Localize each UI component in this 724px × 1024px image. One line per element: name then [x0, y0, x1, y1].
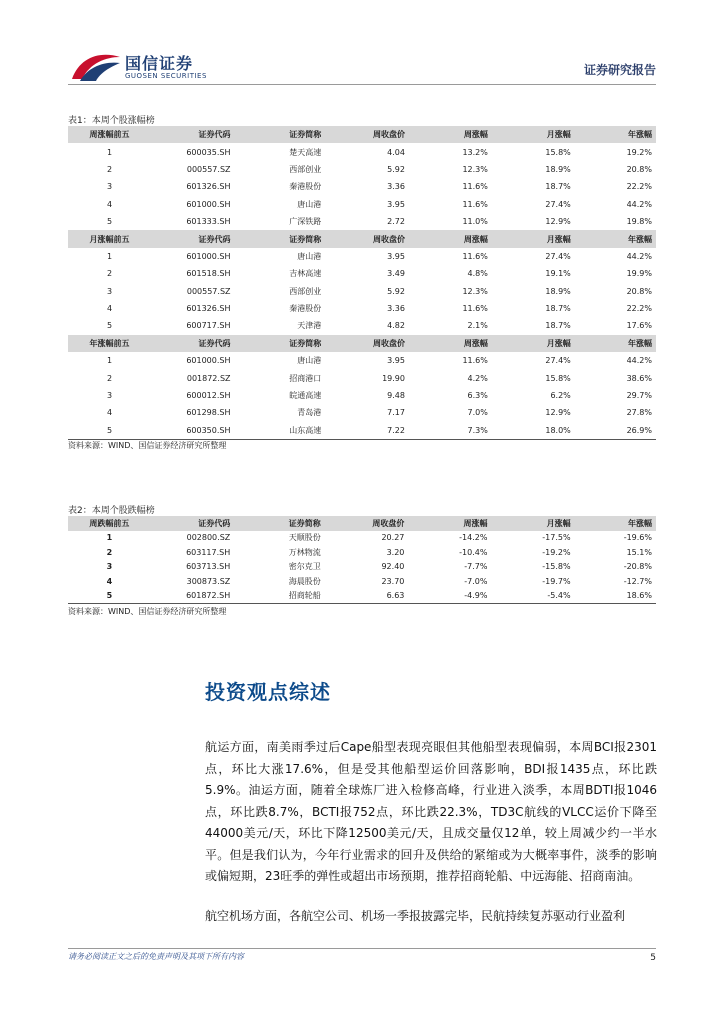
table-cell: 年涨幅	[575, 335, 656, 352]
table-cell: 603713.SH	[186, 562, 231, 572]
table-subheader-row	[68, 230, 656, 247]
table-cell: 18.7%	[545, 304, 571, 314]
table-cell: 18.9%	[545, 164, 571, 174]
table-cell: -12.7%	[623, 576, 652, 586]
table-cell: 20.8%	[626, 286, 652, 296]
table-cell: 证券代码	[151, 516, 234, 531]
table-cell: 1	[106, 356, 113, 366]
table-cell: 92.40	[381, 562, 405, 572]
table-row	[68, 143, 656, 160]
table-cell: 19.9%	[626, 269, 652, 279]
table-cell: 证券简称	[234, 516, 325, 531]
table-cell: 17.6%	[626, 321, 652, 331]
table-cell: 600717.SH	[186, 321, 231, 331]
table-cell: 18.7%	[545, 182, 571, 192]
footer-divider	[68, 948, 656, 949]
table-cell: 5	[106, 321, 113, 331]
table-cell: 44.2%	[626, 199, 652, 209]
table-cell: 601000.SH	[186, 356, 231, 366]
table-row	[68, 178, 656, 195]
table-cell: 3	[106, 391, 113, 401]
table-cell: -20.8%	[623, 562, 652, 572]
table-cell: -19.7%	[542, 576, 571, 586]
table-cell: 万林物流	[288, 547, 321, 557]
table-cell: -7.0%	[464, 576, 488, 586]
table-cell: 19.1%	[545, 269, 571, 279]
logo-chinese-name: 国信证券	[125, 54, 194, 73]
losers-table	[68, 516, 656, 604]
table-cell: 4.04	[387, 147, 405, 157]
page-header	[0, 0, 724, 90]
table-cell: 11.6%	[462, 199, 488, 209]
table-cell: 3.20	[386, 547, 405, 557]
table-cell: 6.2%	[550, 391, 571, 401]
table-row	[68, 531, 656, 546]
table-cell: 603117.SH	[186, 547, 231, 557]
table-cell: 001872.SZ	[186, 373, 231, 383]
table-cell: 山东高速	[235, 422, 326, 440]
table-cell: -14.2%	[459, 533, 488, 543]
table-cell: 证券代码	[151, 230, 235, 247]
table-row	[68, 283, 656, 300]
table-cell: 18.6%	[575, 589, 656, 604]
table-row	[68, 317, 656, 334]
table-cell: 1	[106, 147, 113, 157]
table-cell: 601298.SH	[186, 408, 231, 418]
table-cell: 3.95	[387, 251, 405, 261]
table-cell: 002800.SZ	[186, 533, 231, 543]
table-cell: 周收盘价	[325, 516, 409, 531]
table-cell: 年涨幅	[575, 516, 656, 531]
table-cell: 15.8%	[545, 373, 571, 383]
table-cell: 2	[106, 164, 113, 174]
table-cell: 招商港口	[289, 373, 322, 383]
page-number: 5	[650, 953, 656, 963]
table-cell: 601333.SH	[186, 217, 231, 227]
table-cell: 19.2%	[626, 147, 652, 157]
table-cell: 38.6%	[626, 373, 652, 383]
table-cell: 1	[106, 251, 113, 261]
table-cell: 2	[106, 373, 113, 383]
table-cell: 周收盘价	[325, 230, 409, 247]
table-cell: 4	[106, 199, 113, 209]
table-cell: 6.3%	[467, 391, 488, 401]
table-cell: 9.48	[387, 391, 405, 401]
table-cell: 1	[106, 533, 113, 543]
table-cell: 月涨幅	[492, 230, 575, 247]
table-cell: 4	[106, 304, 113, 314]
table-cell: 12.9%	[545, 217, 571, 227]
table-cell: 周跌幅前五	[68, 516, 151, 531]
table-cell: 广深铁路	[289, 217, 322, 227]
table-cell: 20.8%	[626, 164, 652, 174]
table-cell: 7.17	[387, 408, 405, 418]
table-cell: 23.70	[381, 576, 405, 586]
table-cell: 600012.SH	[186, 391, 231, 401]
table-cell: 19.90	[382, 373, 405, 383]
table-cell: 18.9%	[545, 286, 571, 296]
table-row	[68, 300, 656, 317]
table-cell: 月涨幅	[492, 126, 575, 143]
table-cell: 18.0%	[492, 422, 575, 440]
table-cell: 3.36	[387, 182, 405, 192]
table-cell: 11.6%	[462, 304, 488, 314]
table-cell: 27.4%	[545, 356, 571, 366]
table-cell: 601326.SH	[186, 304, 231, 314]
table-cell: 月涨幅	[492, 335, 575, 352]
table-cell: 证券代码	[151, 335, 235, 352]
table-cell: 7.0%	[467, 408, 488, 418]
table-cell: 3.95	[387, 356, 405, 366]
table-cell: 4.82	[387, 321, 405, 331]
table-cell: 6.63	[325, 589, 409, 604]
table-cell: 13.2%	[462, 147, 488, 157]
table-cell: 西部创业	[289, 164, 322, 174]
report-type-label: 证券研究报告	[583, 63, 656, 77]
table-cell: 5	[68, 422, 151, 440]
table-cell: 周涨幅	[409, 335, 492, 352]
table-row	[68, 196, 656, 213]
table-row	[68, 545, 656, 560]
table2-source: 资料来源：WIND、国信证券经济研究所整理	[68, 607, 227, 616]
table-row	[68, 574, 656, 589]
table-cell: 3.49	[387, 269, 405, 279]
table-cell: 周涨幅	[409, 126, 492, 143]
table-cell: 11.0%	[462, 217, 488, 227]
table-cell: -5.4%	[491, 589, 574, 604]
table-cell: 海晨股份	[288, 576, 321, 586]
table-cell: 唐山港	[297, 251, 322, 261]
table-cell: 皖通高速	[289, 391, 322, 401]
table-cell: -10.4%	[459, 547, 488, 557]
table-cell: 27.4%	[545, 199, 571, 209]
guosen-logo-icon	[70, 49, 122, 83]
table-cell: 27.8%	[626, 408, 652, 418]
table-row	[68, 352, 656, 369]
table-cell: 3.36	[387, 304, 405, 314]
table-cell: 2	[106, 269, 113, 279]
table-cell: 601518.SH	[186, 269, 231, 279]
table-cell: 7.22	[325, 422, 409, 440]
table-cell: 秦港股份	[289, 304, 322, 314]
table-cell: 22.2%	[626, 182, 652, 192]
aviation-paragraph: 航空机场方面，各航空公司、机场一季报披露完毕，民航持续复苏驱动行业盈利	[205, 909, 626, 923]
table-cell: 601326.SH	[186, 182, 231, 192]
table-cell: 5.92	[387, 286, 405, 296]
table-cell: -19.6%	[623, 533, 652, 543]
table-cell: 601872.SH	[151, 589, 234, 604]
table-cell: 周收盘价	[325, 126, 409, 143]
table-header-row	[68, 516, 656, 531]
table-cell: 11.6%	[462, 182, 488, 192]
table-cell: -17.5%	[542, 533, 571, 543]
table-cell: 5.92	[387, 164, 405, 174]
table-cell: 15.8%	[545, 147, 571, 157]
table-cell: 26.9%	[575, 422, 656, 440]
table-row	[68, 265, 656, 282]
table-cell: 证券代码	[151, 126, 235, 143]
table-cell: 3	[106, 286, 113, 296]
table-row	[68, 213, 656, 230]
table-cell: 5	[68, 589, 151, 604]
table-cell: 月涨幅	[491, 516, 574, 531]
table-cell: 周涨幅前五	[68, 126, 151, 143]
table-row	[68, 387, 656, 404]
table1-title: 表1：本周个股涨幅榜	[68, 116, 155, 126]
table-cell: 唐山港	[297, 199, 322, 209]
table-cell: 年涨幅	[575, 126, 656, 143]
table-cell: 18.7%	[545, 321, 571, 331]
table-cell: 证券简称	[235, 126, 326, 143]
logo-english-name: GUOSEN SECURITIES	[125, 72, 207, 80]
table-cell: 青岛港	[297, 408, 322, 418]
table-cell: -7.7%	[464, 562, 488, 572]
table-cell: 周涨幅	[409, 230, 492, 247]
table-cell: 000557.SZ	[186, 286, 231, 296]
table-cell: 20.27	[381, 533, 405, 543]
table-cell: 7.3%	[409, 422, 492, 440]
table-cell: 000557.SZ	[186, 164, 231, 174]
table-cell: 秦港股份	[289, 182, 322, 192]
table-cell: 11.6%	[462, 356, 488, 366]
table-cell: 44.2%	[626, 251, 652, 261]
table-cell: 600350.SH	[151, 422, 235, 440]
table-cell: 601000.SH	[186, 251, 231, 261]
table-cell: 年涨幅前五	[68, 335, 151, 352]
table-cell: -19.2%	[542, 547, 571, 557]
table-cell: 4.2%	[467, 373, 488, 383]
table-cell: 2	[106, 547, 113, 557]
table-cell: -15.8%	[542, 562, 571, 572]
table-cell: 19.8%	[626, 217, 652, 227]
table-cell: 3.95	[387, 199, 405, 209]
table-cell: 44.2%	[626, 356, 652, 366]
table-row	[68, 589, 656, 604]
table-cell: 4	[106, 576, 113, 586]
table-cell: 3	[106, 182, 113, 192]
section-title: 投资观点综述	[205, 680, 331, 704]
table-cell: 22.2%	[626, 304, 652, 314]
table-row	[68, 369, 656, 386]
table1-source: 资料来源：WIND、国信证券经济研究所整理	[68, 441, 227, 450]
table-cell: 11.6%	[462, 251, 488, 261]
table-cell: 唐山港	[297, 356, 322, 366]
table-cell: 4	[106, 408, 113, 418]
table-cell: 300873.SZ	[186, 576, 231, 586]
table-cell: 27.4%	[545, 251, 571, 261]
header-divider	[68, 84, 656, 85]
table-cell: 12.3%	[462, 286, 488, 296]
table-cell: 3	[106, 562, 113, 572]
table-cell: 楚天高速	[289, 147, 322, 157]
table-cell: 600035.SH	[186, 147, 231, 157]
shipping-paragraph: 航运方面，南美雨季过后Cape船型表现亮眼但其他船型表现偏弱，本周BCI报2301点，环比大涨17.6%，但是受其他船型运价回落影响，BDI报1435点，环比跌5.9%。油运方面，随着全球炼厂进入检修高峰，行业进入淡季，本周BDTI报1046点，环比跌8.7%，BCTI报752点，环比跌22.3%，TD3C航线的VLCC运价下降至44000美元/天，环比下降12500美元/天，且成交量仅12单，较上周减少约一半水平。但是我们认为，今年行业需求的回升及供给的紧缩或为大概率事件，淡季的影响或偏短期，23旺季的弹性或超出市场预期，推荐招商轮船、中远海能、招商南油。	[205, 740, 657, 883]
table-cell: -4.9%	[408, 589, 491, 604]
table-cell: 601000.SH	[186, 199, 231, 209]
table-row	[68, 560, 656, 575]
table-row	[68, 404, 656, 421]
table-cell: 29.7%	[626, 391, 652, 401]
table-cell: 天津港	[297, 321, 322, 331]
table-cell: 天顺股份	[288, 533, 321, 543]
table-cell: 密尔克卫	[288, 562, 321, 572]
table-cell: 12.9%	[545, 408, 571, 418]
table-subheader-row	[68, 335, 656, 352]
table-cell: 证券简称	[235, 335, 326, 352]
table-cell: 月涨幅前五	[68, 230, 151, 247]
table-cell: 西部创业	[289, 286, 322, 296]
table-cell: 15.1%	[626, 547, 652, 557]
table-row	[68, 422, 656, 440]
table-cell: 吉林高速	[289, 269, 322, 279]
table-header-row	[68, 126, 656, 143]
company-logo	[70, 49, 210, 85]
table-cell: 12.3%	[462, 164, 488, 174]
gainers-table	[68, 126, 656, 440]
table-row	[68, 161, 656, 178]
table-cell: 周涨幅	[408, 516, 491, 531]
table-cell: 年涨幅	[575, 230, 656, 247]
disclaimer-text: 请务必阅读正文之后的免责声明及其项下所有内容	[68, 952, 244, 961]
table-row	[68, 248, 656, 265]
table2-title: 表2：本周个股跌幅榜	[68, 506, 155, 516]
table-cell: 2.72	[387, 217, 405, 227]
table-cell: 周收盘价	[325, 335, 409, 352]
table-cell: 5	[106, 217, 113, 227]
table-cell: 证券简称	[235, 230, 326, 247]
table-cell: 招商轮船	[234, 589, 325, 604]
table-cell: 2.1%	[467, 321, 488, 331]
table-cell: 4.8%	[467, 269, 488, 279]
